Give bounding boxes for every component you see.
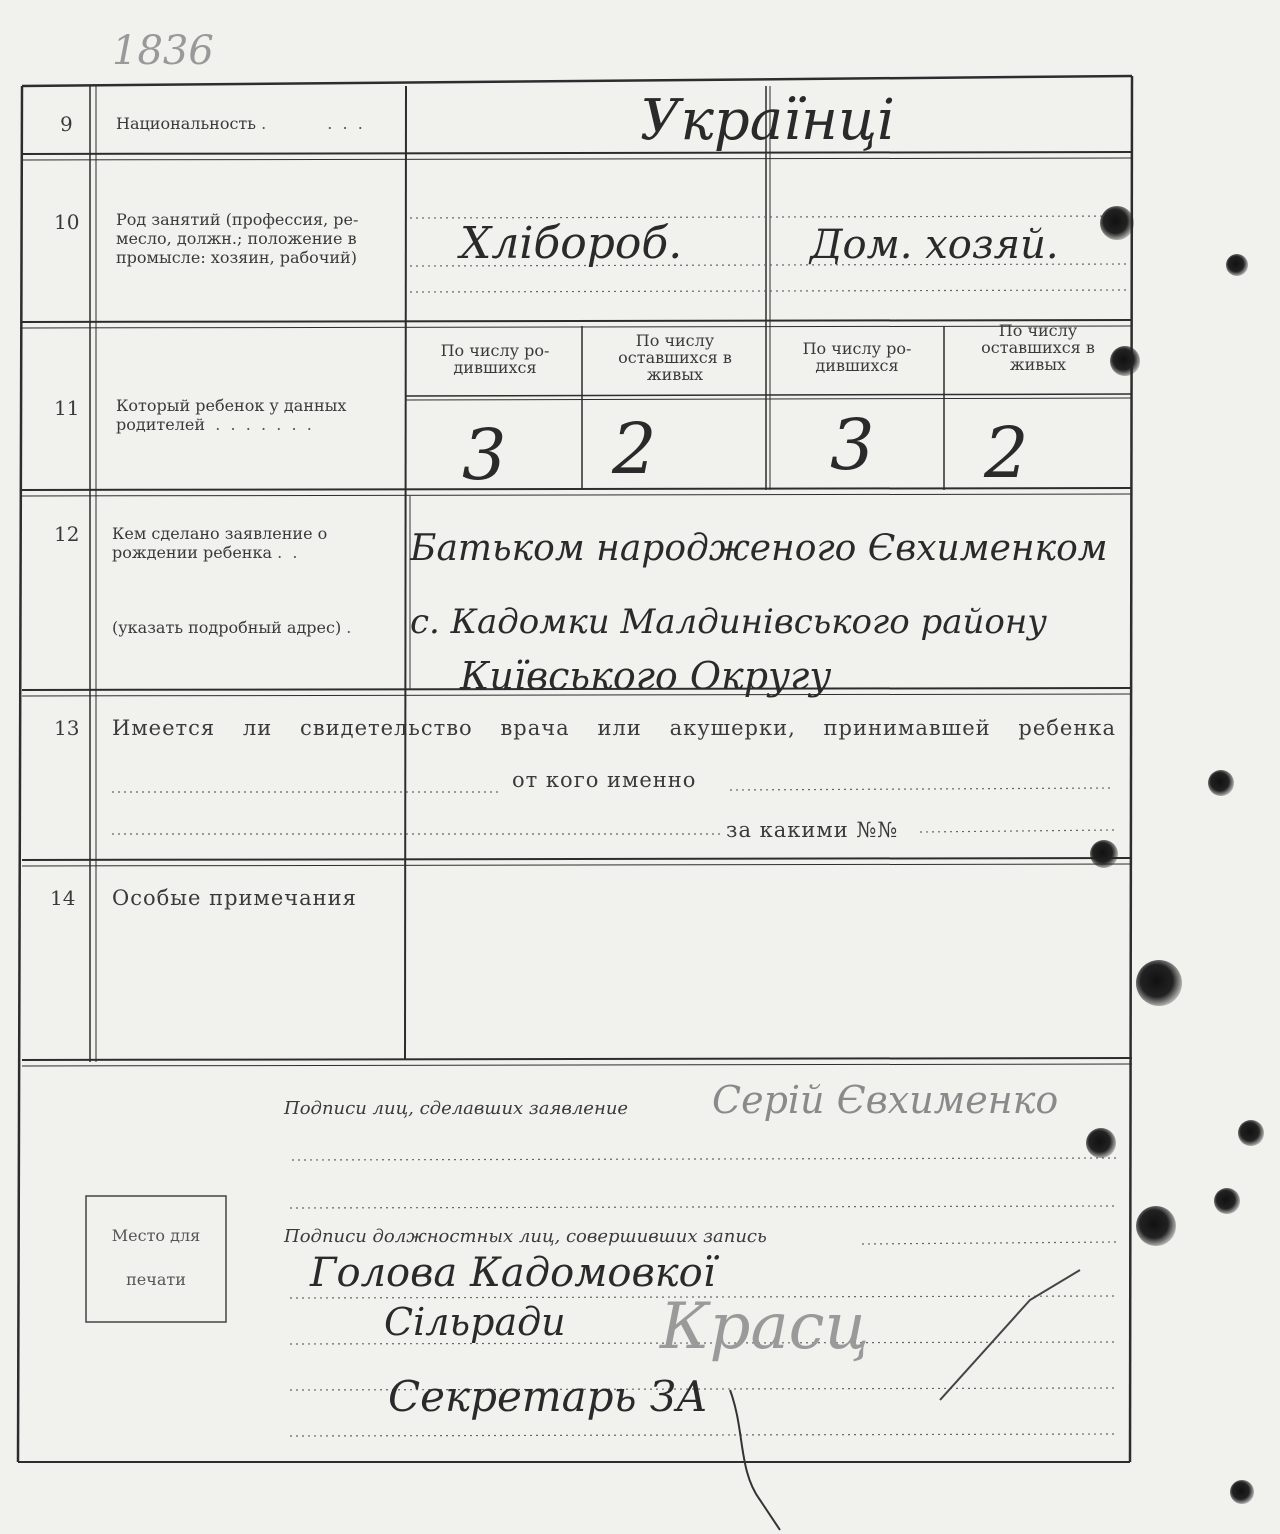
from-whom-label: от кого именно: [512, 768, 697, 792]
header-father-born-line-1: По числу ро-: [440, 341, 550, 360]
father-occupation-value: Хлібороб.: [460, 218, 683, 269]
binding-hole: [1086, 1128, 1116, 1158]
header-mother-living-line-3: живых: [1009, 355, 1067, 374]
official-handwritten-signature: Красц: [660, 1290, 870, 1364]
binding-hole: [1090, 840, 1118, 868]
row-12-number: 12: [54, 522, 80, 546]
binding-hole: [1136, 1206, 1176, 1246]
declarant-label-line-2: рождении ребенка . .: [112, 543, 298, 562]
binding-hole: [1136, 960, 1182, 1006]
binding-hole: [1100, 206, 1134, 240]
officials-signature-label: Подписи должностных лиц, совершивших запись: [284, 1226, 767, 1247]
header-father-living-line-1: По числу: [635, 331, 715, 350]
certificate-numbers-label: за какими №№: [726, 818, 899, 842]
mother-living-count: 2: [984, 412, 1029, 494]
row-11-number: 11: [54, 396, 80, 420]
official-title-line-3: Секретарь ЗА: [388, 1372, 708, 1421]
father-born-count: 3: [462, 414, 507, 496]
stamp-place-label-line-1: Место для: [111, 1226, 201, 1245]
header-father-born-line-2: дившихся: [453, 358, 537, 377]
nationality-label-text: Национальность: [116, 114, 256, 133]
doctor-certificate-question: Имеется ли свидетельство врача или акушерки, принимавшей ребенка: [112, 716, 1116, 740]
official-title-line-2: Сільради: [384, 1300, 566, 1344]
child-order-label-line-1: Который ребенок у данных: [116, 396, 347, 415]
binding-hole: [1110, 346, 1140, 376]
header-mother-born-line-1: По числу ро-: [802, 339, 912, 358]
header-mother-living-line-1: По числу: [998, 321, 1078, 340]
mother-born-count: 3: [830, 404, 875, 486]
row-14-number: 14: [50, 886, 76, 910]
header-father-born: [410, 342, 580, 376]
occupation-label: [116, 210, 396, 267]
declarant-value-line-1: Батьком народженого Євхименком: [410, 528, 1108, 569]
binding-hole: [1208, 770, 1234, 796]
declarant-value-line-2: с. Кадомки Малдинівського району: [410, 602, 1048, 642]
header-mother-living: [948, 322, 1128, 373]
child-order-label: [116, 396, 398, 434]
address-label-text: (указать подробный адрес): [112, 618, 342, 637]
header-mother-born-line-2: дившихся: [815, 356, 899, 375]
binding-hole: [1226, 254, 1248, 276]
occupation-label-line-2: месло, должн.; положение в: [116, 229, 357, 248]
declarant-label: [112, 524, 396, 562]
nationality-value: Українці: [640, 88, 895, 153]
header-father-living-line-3: живых: [646, 365, 704, 384]
applicants-signature: Серій Євхименко: [712, 1078, 1059, 1122]
address-label: (указать подробный адрес) .: [112, 618, 352, 637]
row-10-number: 10: [54, 210, 80, 234]
binding-hole: [1238, 1120, 1264, 1146]
declarant-label-line-1: Кем сделано заявление о: [112, 524, 328, 543]
binding-hole: [1230, 1480, 1254, 1504]
row-13-number: 13: [54, 716, 80, 740]
header-mother-born: [772, 340, 942, 374]
applicants-signature-label: Подписи лиц, сделавших заявление: [284, 1098, 629, 1119]
header-father-living-line-2: оставшихся в: [618, 348, 732, 367]
official-title-line-1: Голова Кадомовкої: [310, 1250, 716, 1296]
declarant-label-line-2-text: рождении ребенка: [112, 543, 273, 562]
row-9-number: 9: [60, 112, 73, 136]
binding-hole: [1214, 1188, 1240, 1214]
header-mother-living-line-2: оставшихся в: [981, 338, 1095, 357]
occupation-label-line-1: Род занятий (профессия, ре-: [116, 210, 359, 229]
mother-occupation-value: Дом. хозяй.: [810, 222, 1059, 268]
declarant-value-line-3: Київського Округу: [460, 654, 832, 698]
stamp-place-label-line-2: печати: [126, 1270, 186, 1289]
child-order-label-line-2: родителей . . . . . . .: [116, 415, 312, 434]
child-order-label-line-2-text: родителей: [116, 415, 206, 434]
archive-number-note: 1836: [112, 28, 214, 74]
father-living-count: 2: [612, 408, 657, 490]
header-father-living: [586, 332, 764, 383]
special-notes-label: Особые примечания: [112, 886, 357, 910]
occupation-label-line-3: промысле: хозяин, рабочий): [116, 248, 357, 267]
nationality-label: Национальность . . . .: [116, 114, 363, 133]
